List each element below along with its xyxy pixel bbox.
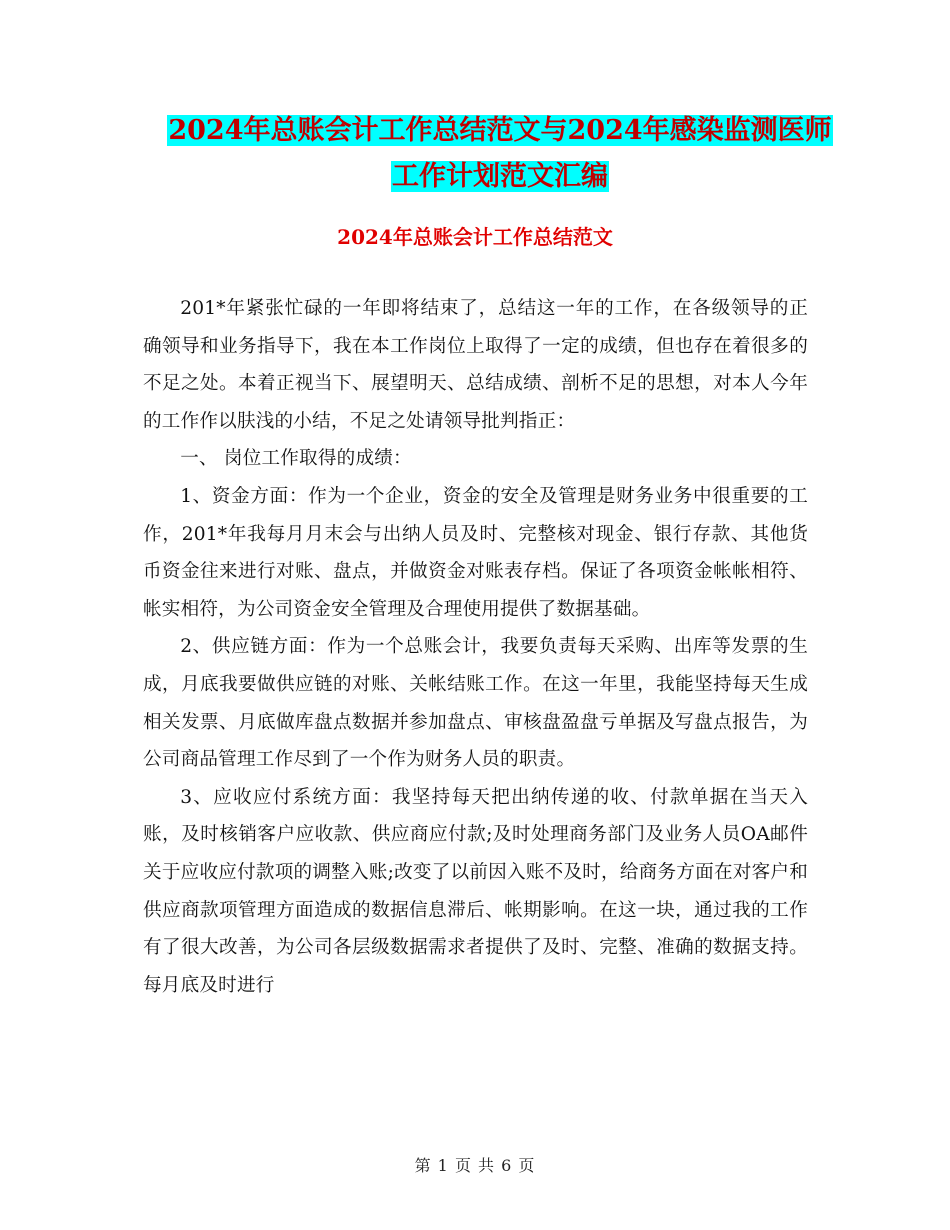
title-line-2: 工作计划范文汇编: [392, 161, 608, 192]
paragraph-funds: 1、资金方面：作为一个企业，资金的安全及管理是财务业务中很重要的工作，201*年我每月月末会与出纳人员及时、完整核对现金、银行存款、其他货币资金往来进行对账、盘点，并做资金对账表存档。保证了各项资金帐帐相符、帐实相符，为公司资金安全管理及合理使用提供了数据基础。: [143, 485, 808, 620]
section-title: 2024年总账会计工作总结范文: [337, 225, 613, 249]
paragraph-supply-chain: 2、供应链方面：作为一个总账会计，我要负责每天采购、出库等发票的生成，月底我要做供应链的对账、关帐结账工作。在这一年里，我能坚持每天生成相关发票、月底做库盘点数据并参加盘点、审核盘盈盘亏单据及写盘点报告，为公司商品管理工作尽到了一个作为财务人员的职责。: [143, 636, 808, 771]
paragraph-receivables-payables: 3、应收应付系统方面：我坚持每天把出纳传递的收、付款单据在当天入账，及时核销客户应收款、供应商应付款;及时处理商务部门及业务人员OA邮件关于应收应付款项的调整入账;改变了以前因入账不及时，给商务方面在对客户和供应商款项管理方面造成的数据信息滞后、帐期影响。在这一块，通过我的工作有了很大改善，为公司各层级数据需求者提供了及时、完整、准确的数据支持。每月底及时进行: [143, 786, 808, 996]
page-number: 第 1 页 共 6 页: [414, 1156, 536, 1175]
paragraph-intro: 201*年紧张忙碌的一年即将结束了，总结这一年的工作，在各级领导的正确领导和业务指导下，我在本工作岗位上取得了一定的成绩，但也存在着很多的不足之处。本着正视当下、展望明天、总结成绩、剖析不足的思想，对本人今年的工作作以肤浅的小结，不足之处请领导批判指正：: [143, 298, 808, 432]
paragraph-heading-achievements: 一、 岗位工作取得的成绩：: [180, 448, 412, 470]
document-body: [143, 290, 808, 1004]
document-title: [120, 108, 880, 200]
title-line-1: 2024年总账会计工作总结范文与2024年感染监测医师: [168, 115, 832, 146]
